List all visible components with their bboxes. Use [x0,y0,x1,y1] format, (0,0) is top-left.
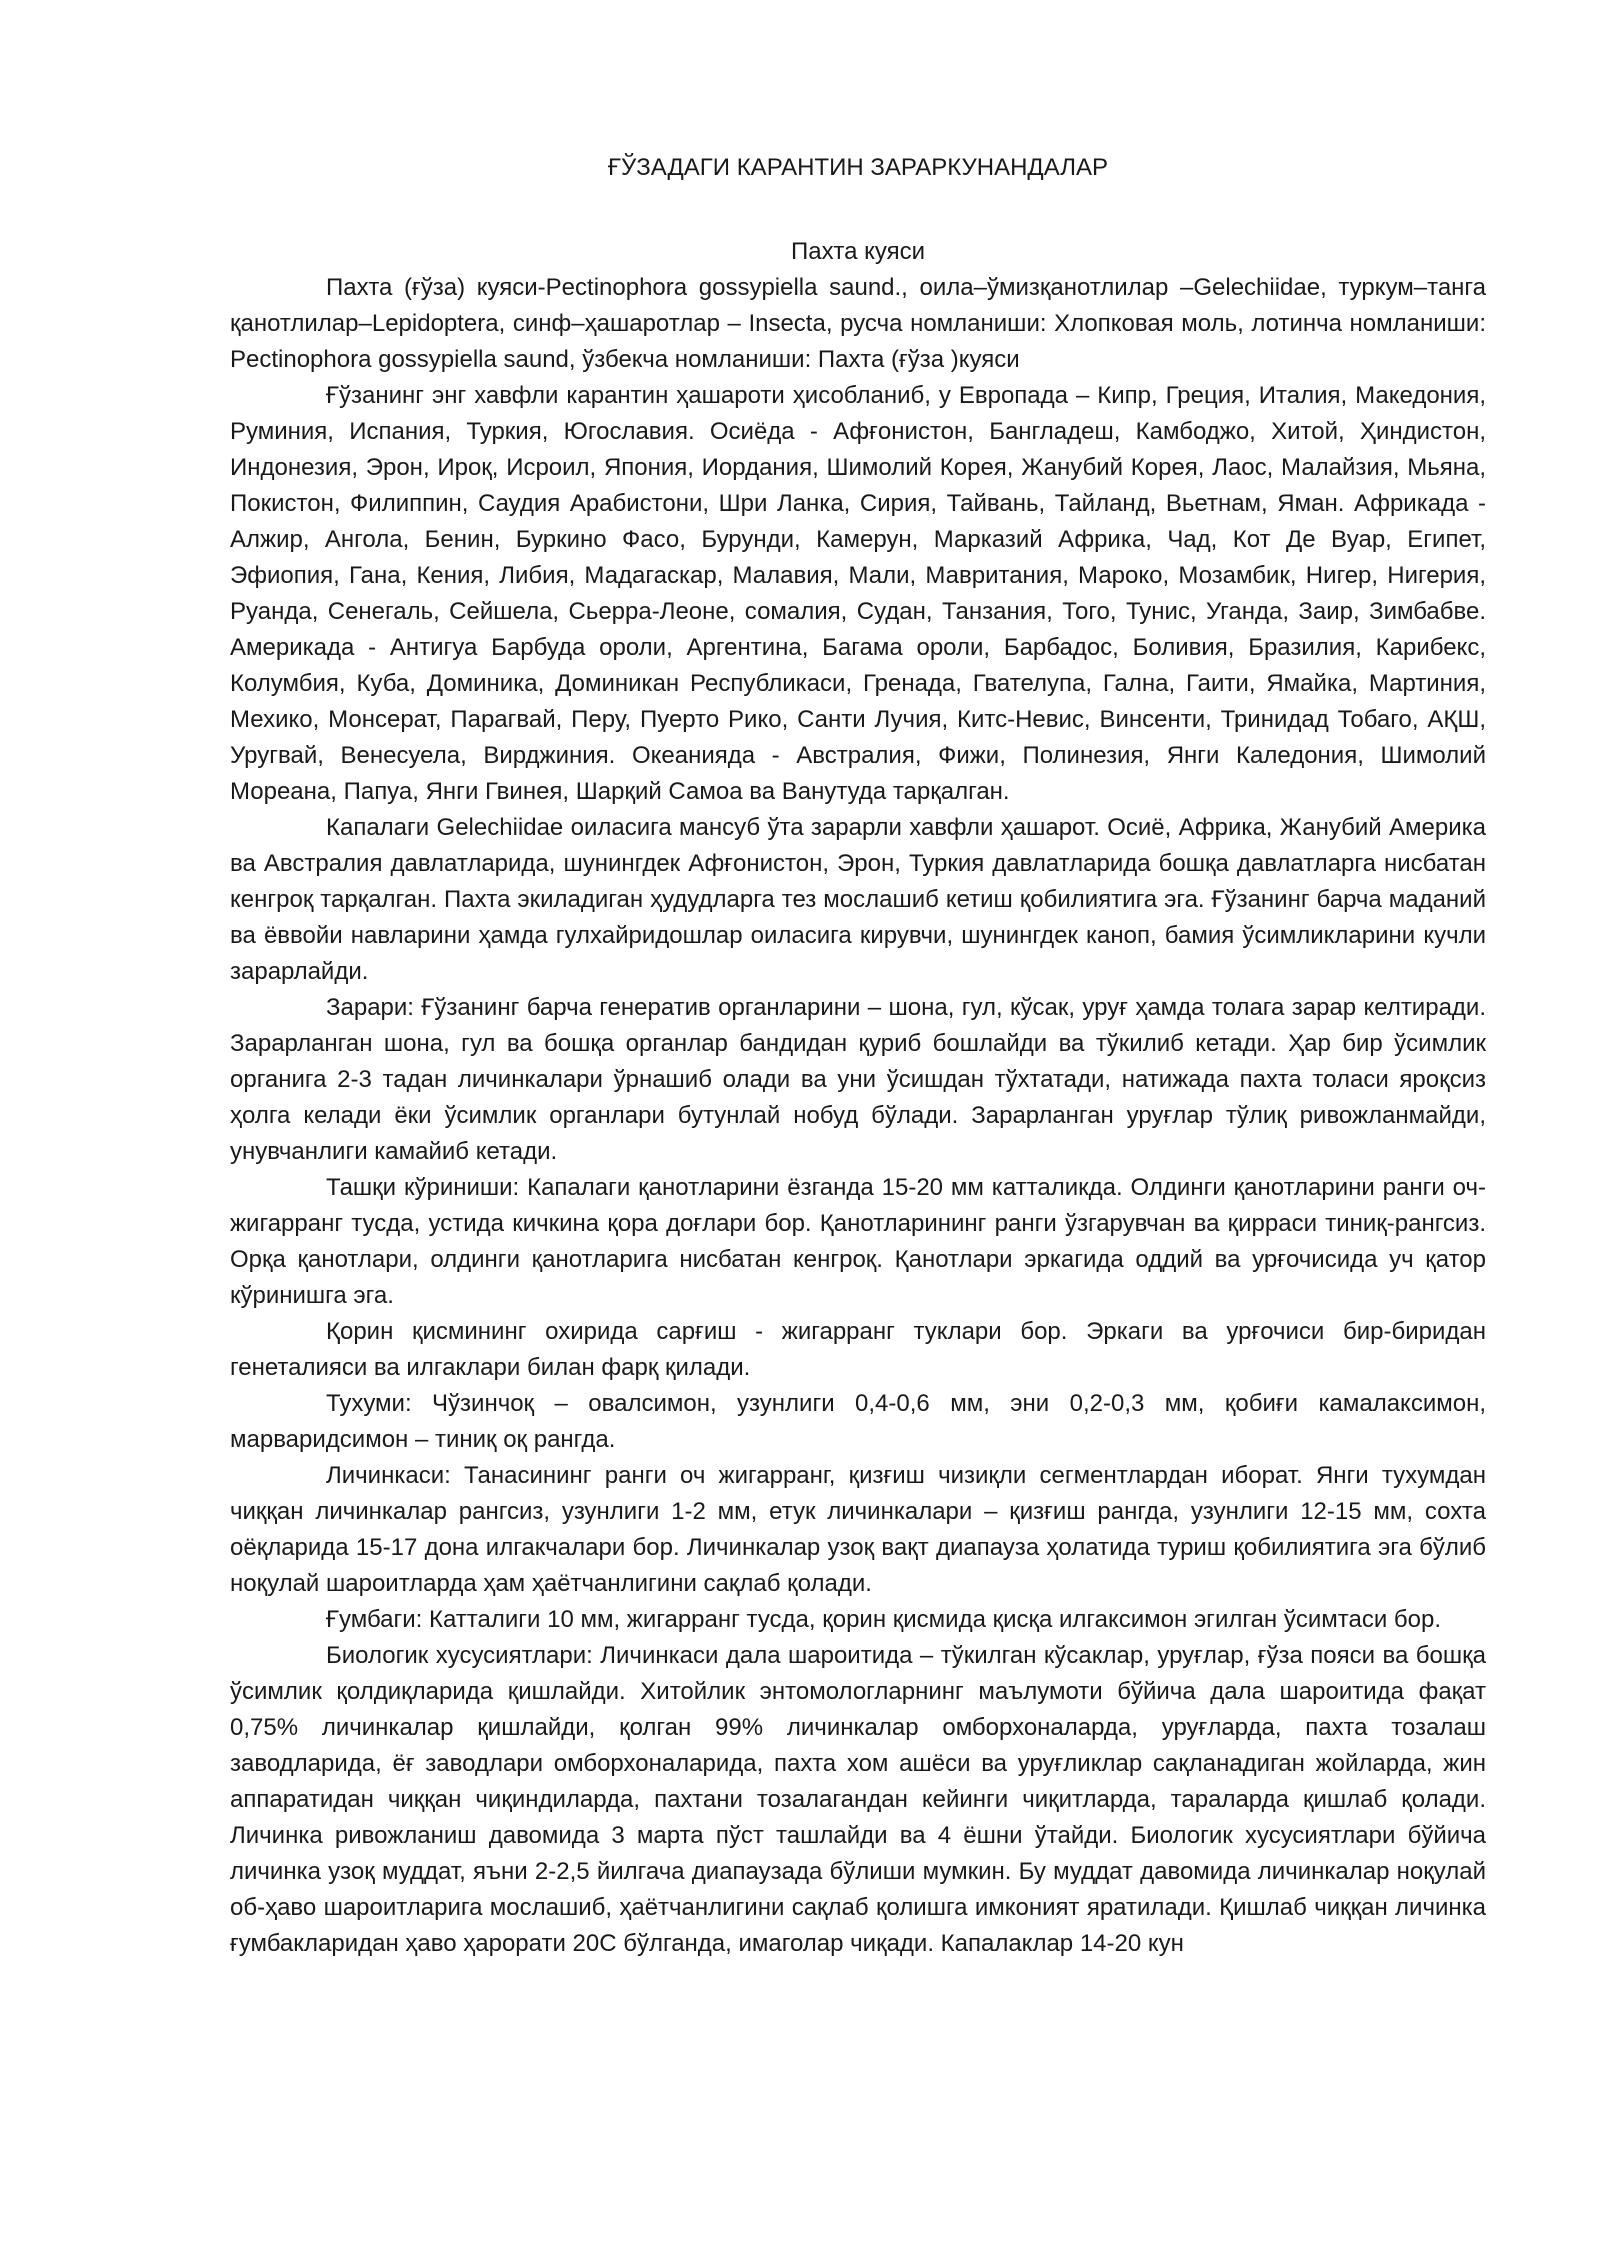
document-body [230,150,1486,1962]
paragraph-pupa: Ғумбаги: Катталиги 10 мм, жигарранг тусда, қорин қисмида қисқа илгаксимон эгилган ўсимтаси бор. [326,1606,1442,1633]
paragraph-larva: Личинкаси: Танасининг ранги оч жигарранг, қизғиш чизиқли сегментлардан иборат. Янги тухумдан чиққан личинкалар рангсиз, узунлиги 1-2 мм, етук личинкалари – қизғиш рангда, узунлиги 12-15 мм, сохта оёқларида 15-17 дона илгакчалари бор. Личинкалар узоқ вақт диапауза ҳолатида туриш қобилиятига эга бўлиб ноқулай шароитларда ҳам ҳаётчанлигини сақлаб қолади. [230,1462,1486,1597]
paragraph-family: Капалаги Gelechiidae оиласига мансуб ўта зарарли хавфли ҳашарот. Осиё, Африка, Жанубий Америка ва Австралия давлатларида, шунингдек Афғонистон, Эрон, Туркия давлатларида бошқа давлатларга нисбатан кенгроқ тарқалган. Пахта экиладиган ҳудудларга тез мослашиб кетиш қобилиятига эга. Ғўзанинг барча маданий ва ёввойи навларини ҳамда гулхайридошлар оиласига кирувчи, шунингдек каноп, бамия ўсимликларини кучли зарарлайди. [230,814,1486,985]
document-title: ҒЎЗАДАГИ КАРАНТИН ЗАРАРКУНАНДАЛАР [607,154,1108,181]
paragraph-damage: Зарари: Ғўзанинг барча генератив органларини – шона, гул, кўсак, уруғ ҳамда толага зарар келтиради. Зарарланган шона, гул ва бошқа органлар бандидан қуриб бошлайди ва тўкилиб кетади. Ҳар бир ўсимлик органига 2-3 тадан личинкалари ўрнашиб олади ва уни ўсишдан тўхтатади, натижада пахта толаси яроқсиз ҳолга келади ёки ўсимлик органлари бутунлай нобуд бўлади. Зарарланган уруғлар тўлиқ ривожланмайди, унувчанлиги камайиб кетади. [230,994,1486,1165]
paragraph-intro-names: Пахта (ғўза) куяси-Pectinophora gossypiella saund., оила–ўмизқанотлилар –Gelechiidae, туркум–танга қанотлилар–Lepidoptera, синф–ҳашаротлар – Insecta, русча номланиши: Хлопковая моль, лотинча номланиши: Pectinophora gossypiella saund, ўзбекча номланиши: Пахта (ғўза )куяси [230,274,1486,373]
paragraph-abdomen: Қорин қисмининг охирида сарғиш - жигарранг туклари бор. Эркаги ва урғочиси бир-биридан генеталияси ва илгаклари билан фарқ қилади. [230,1318,1486,1381]
paragraph-egg: Тухуми: Чўзинчоқ – овалсимон, узунлиги 0,4-0,6 мм, эни 0,2-0,3 мм, қобиғи камалаксимон, марваридсимон – тиниқ оқ рангда. [230,1390,1486,1453]
paragraph-distribution: Ғўзанинг энг хавфли карантин ҳашароти ҳисобланиб, у Европада – Кипр, Греция, Италия, Македония, Руминия, Испания, Туркия, Югославия. Осиёда - Афғонистон, Бангладеш, Камбоджо, Хитой, Ҳиндистон, Индонезия, Эрон, Ироқ, Исроил, Япония, Иордания, Шимолий Корея, Жанубий Корея, Лаос, Малайзия, Мьяна, Покистон, Филиппин, Саудия Арабистони, Шри Ланка, Сирия, Тайвань, Тайланд, Вьетнам, Яман. Африкада - Алжир, Ангола, Бенин, Буркино Фасо, Бурунди, Камерун, Марказий Африка, Чад, Кот Де Вуар, Египет, Эфиопия, Гана, Кения, Либия, Мадагаскар, Малавия, Мали, Мавритания, Мароко, Мозамбик, Нигер, Нигерия, Руанда, Сенегаль, Сейшела, Сьерра-Леоне, сомалия, Судан, Танзания, Того, Тунис, Уганда, Заир, Зимбабве. Америкада - Антигуа Барбуда ороли, Аргентина, Багама ороли, Барбадос, Боливия, Бразилия, Карибекс, Колумбия, Куба, Доминика, Доминикан Республикаси, Гренада, Гвателупа, Гална, Гаити, Ямайка, Мартиния, Мехико, Монсерат, Парагвай, Перу, Пуерто Рико, Санти Лучия, Китс-Невис, Винсенти, Тринидад Тобаго, АҚШ, Уругвай, Венесуела, Вирджиния. Океанияда - Австралия, Фижи, Полинезия, Янги Каледония, Шимолий Мореана, Папуа, Янги Гвинея, Шарқий Самоа ва Ванутуда тарқалган. [230,382,1486,805]
section-subtitle: Пахта куяси [791,238,925,265]
paragraph-appearance: Ташқи кўриниши: Капалаги қанотларини ёзганда 15-20 мм катталикда. Олдинги қанотларини ранги оч-жигарранг тусда, устида кичкина қора доғлари бор. Қанотларининг ранги ўзгарувчан ва қирраси тиниқ-рангсиз. Орқа қанотлари, олдинги қанотларига нисбатан кенгроқ. Қанотлари эркагида оддий ва урғочисида уч қатор кўринишга эга. [230,1174,1486,1309]
paragraph-biology: Биологик хусусиятлари: Личинкаси дала шароитида – тўкилган кўсаклар, уруғлар, ғўза пояси ва бошқа ўсимлик қолдиқларида қишлайди. Хитойлик энтомологларнинг маълумоти бўйича дала шароитида фақат 0,75% личинкалар қишлайди, қолган 99% личинкалар омборхоналарда, уруғларда, пахта тозалаш заводларида, ёғ заводлари омборхоналарида, пахта хом ашёси ва уруғликлар сақланадиган жойларда, жин аппаратидан чиққан чиқиндиларда, пахтани тозалагандан кейинги чиқитларда, тараларда қишлаб қолади. Личинка ривожланиш давомида 3 марта пўст ташлайди ва 4 ёшни ўтайди. Биологик хусусиятлари бўйича личинка узоқ муддат, яъни 2-2,5 йилгача диапаузада бўлиши мумкин. Бу муддат давомида личинкалар ноқулай об-ҳаво шароитларига мослашиб, ҳаётчанлигини сақлаб қолишга имконият яратилади. Қишлаб чиққан личинка ғумбакларидан ҳаво ҳарорати 20С бўлганда, имаголар чиқади. Капалаклар 14-20 кун [230,1642,1486,1957]
